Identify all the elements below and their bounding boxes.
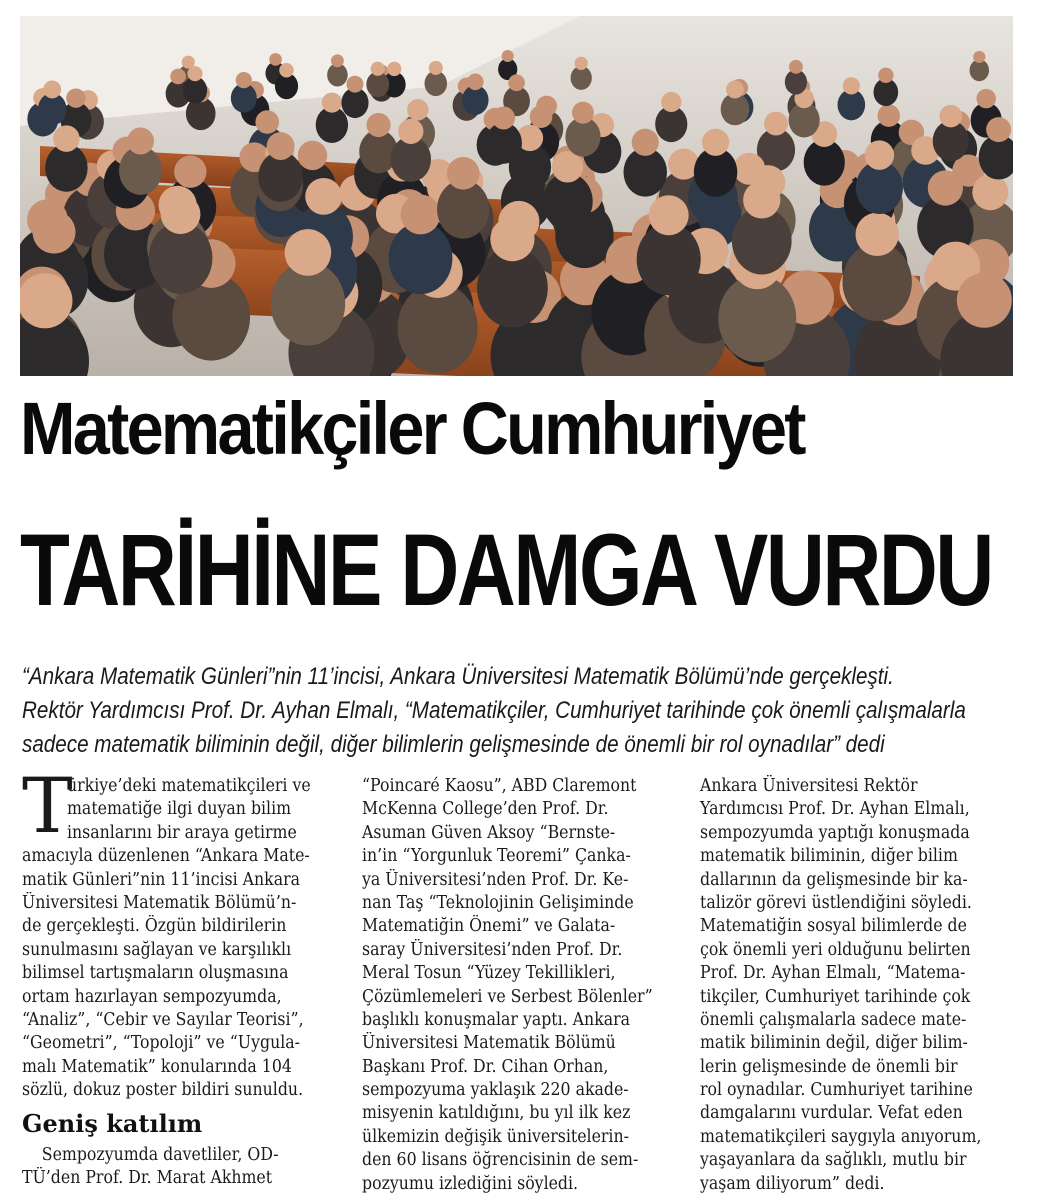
article-line: Sempozyumda davetliler, OD- [41,1145,279,1165]
attendee-head [305,178,342,215]
attendee-head [661,92,681,112]
attendee-head [764,112,788,136]
attendee-head [878,104,901,127]
article-line: Matematiğin sosyal bilimlerde de [700,916,967,937]
deck-line: “Ankara Matematik Günleri”nin 11’incisi, Ankara Üniversitesi Matematik Bölümü’nde gerçekleşti. [22,663,894,690]
attendee-head [269,53,282,66]
attendee-head [398,119,423,144]
audience-illustration [20,16,1013,376]
attendee-head [347,76,364,93]
attendee-head [973,51,985,63]
article-line: malı Matematik” konularında 104 [22,1056,292,1077]
deck-line: Rektör Yardımcısı Prof. Dr. Ayhan Elmalı, “Matematikçiler, Cumhuriyet tarihinde çok önemli çalışmalarla [22,697,966,724]
attendee-head [174,156,206,188]
attendee-head [928,170,963,205]
article-column-1-continued [22,1144,342,1191]
attendee-head [285,229,332,276]
attendee-head [371,62,385,76]
article-line: lerin gelişmesinde de önemli bir [700,1056,958,1077]
attendee-head [855,213,898,256]
attendee-head [986,117,1011,142]
attendee-head [789,60,803,74]
attendee-head [976,89,995,108]
article-line: den 60 lisans öğrencisinin de sem- [362,1150,639,1171]
attendee-head [366,113,390,137]
article-line: Meral Tosun “Yüzey Tekillikleri, [362,963,616,984]
attendee-head [279,63,293,77]
subhead: Geniş katılım [22,1109,203,1138]
attendee-head [387,62,401,76]
article-line: önemli çalışmalarla sadece mate- [700,1009,967,1030]
article-line: matematiğe ilgi duyan bilim [67,799,292,820]
attendee-head [66,88,85,107]
attendee-head [447,157,480,190]
article-line: ya Üniversitesi’nden Prof. Dr. Ke- [362,869,629,890]
article-line: ürkiye’deki matematikçileri ve [67,776,311,796]
attendee-head [170,69,186,85]
article-line: dallarının da gelişmesinde bir ka- [700,869,968,890]
attendee-head [957,273,1012,328]
attendee-head [649,195,689,235]
attendee-head [490,217,534,261]
attendee-head [508,74,525,91]
attendee-head [187,66,202,81]
article-line: bilimsel tartışmaların oluşmasına [22,963,289,984]
headline-line-2: TARİHİNE DAMGA VURDU [20,513,992,627]
article-line: rol oynadılar. Cumhuriyet tarihine [700,1080,973,1101]
attendee-head [492,107,515,130]
headline-line-1: Matematikçiler Cumhuriyet [20,387,804,470]
attendee-head [43,80,61,98]
attendee-head [865,140,894,169]
attendee-head [726,81,744,99]
article-line: misyenin katıldığını, bu yıl ilk kez [362,1103,631,1124]
article-line: başlıklı konuşmalar yaptı. Ankara [362,1009,631,1030]
attendee-head [843,77,860,94]
article-line: yaşam diliyorum” dedi. [700,1173,885,1194]
article-line: insanlarını bir araya getirme [67,822,297,843]
attendee-head [407,99,428,120]
article-line: sempozyumda yaptığı konuşmada [700,822,970,843]
article-line: matik Günleri”nin 11’incisi Ankara [22,869,301,890]
article-line: nan Taş “Teknolojinin Gelişiminde [362,892,634,913]
attendee-head [878,68,893,83]
attendee-head [502,50,514,62]
article-line: in’in “Yorgunluk Teoremi” Çanka- [362,846,631,867]
article-column-1 [22,775,342,1102]
conference-audience-photo [20,16,1013,376]
attendee-head [530,105,553,128]
article-line: Çözümlemeleri ve Serbest Bölenler” [362,986,653,1007]
attendee-head [467,74,484,91]
article-line: yaşayanlara da sağlıklı, mutlu bir [700,1150,967,1171]
article-line: Ankara Üniversitesi Rektör [700,776,918,796]
article-line: talizör görevi üstlendiğini söyledi. [700,892,972,913]
attendee-head [267,132,295,160]
attendee-head [572,102,594,124]
attendee-head [255,110,279,134]
article-line: matematik biliminin, diğer bilim [700,846,958,867]
article-line: Üniversitesi Matematik Bölümü [362,1033,616,1054]
article-line: damgalarını vurdular. Vefat eden [700,1103,963,1124]
attendee-head [161,194,201,234]
article-line: “Analiz”, “Cebir ve Sayılar Teorisi”, [22,1009,304,1030]
article-line: Matematiğin Önemi” ve Galata- [362,916,616,937]
article-line: ülkemizin değişik üniversitelerin- [362,1126,629,1147]
article-line: “Geometri”, “Topoloji” ve “Uygula- [22,1033,300,1054]
attendee-head [632,129,659,156]
attendee-head [331,54,344,67]
attendee-head [53,125,80,152]
article-line: ortam hazırlayan sempozyumda, [22,986,282,1007]
attendee-head [429,61,443,75]
article-line: tikçiler, Cumhuriyet tarihinde çok [700,986,971,1007]
attendee-head [20,273,72,328]
article-line: matematikçileri saygıyla anıyorum, [700,1126,982,1147]
article-line: pozyumu izlediğini söyledi. [362,1173,579,1194]
article-line: Başkanı Prof. Dr. Cihan Orhan, [362,1056,609,1077]
article-line: Yardımcısı Prof. Dr. Ayhan Elmalı, [700,799,970,820]
attendee-head [127,128,154,155]
attendee-head [743,181,780,218]
deck [22,660,1022,762]
attendee-head [939,105,962,128]
article-line: sözlü, dokuz poster bildiri sunuldu. [22,1080,304,1101]
article-line: çok önemli yeri olduğunu belirten [700,939,971,960]
attendee-head [322,92,342,112]
attendee-head [575,57,588,70]
attendee-head [33,211,76,254]
article-line: matik biliminin değil, diğer bilim- [700,1033,968,1054]
article-column-3 [700,775,1020,1196]
article-line: sempozyuma yaklaşık 220 akade- [362,1080,629,1101]
deck-line: sadece matematik biliminin değil, diğer bilimlerin gelişmesinde de önemli bir rol oynadılar” dedi [22,731,885,758]
article-column-2 [362,775,682,1196]
attendee-head [236,72,252,88]
article-line: Üniversitesi Matematik Bölümü’n- [22,892,297,913]
article-line: Prof. Dr. Ayhan Elmalı, “Matema- [700,963,966,984]
article-line: McKenna College’den Prof. Dr. [362,799,609,820]
article-line: Asuman Güven Aksoy “Bernste- [362,822,616,843]
article-line: “Poincaré Kaosu”, ABD Claremont [362,776,637,796]
attendee-head [401,194,441,234]
article-line: saray Üniversitesi’nden Prof. Dr. [362,939,623,960]
article-line: TÜ’den Prof. Dr. Marat Akhmet [22,1168,273,1189]
article-line: de gerçekleşti. Özgün bildirilerin [22,916,287,937]
article-line: amacıyla düzenlenen “Ankara Mate- [22,846,310,867]
article-line: sunulmasını sağlayan ve karşılıklı [22,939,292,960]
attendee-head [972,174,1008,210]
drop-cap: T [22,761,73,850]
attendee-head [298,141,327,170]
attendee-head [702,129,729,156]
